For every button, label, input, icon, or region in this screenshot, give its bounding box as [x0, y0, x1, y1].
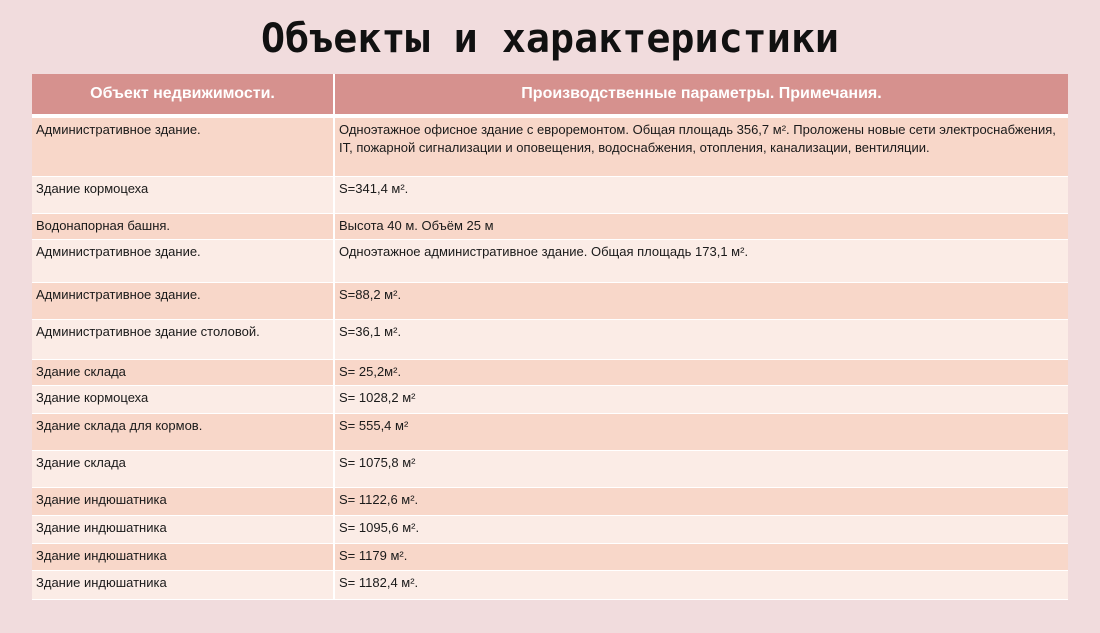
table-row — [32, 116, 1068, 176]
cell-parameters: S= 1075,8 м² — [334, 450, 1068, 487]
page-title: Объекты и характеристики — [261, 16, 839, 62]
cell-object: Здание индюшатника — [32, 515, 334, 543]
cell-object: Административное здание. — [32, 116, 334, 176]
cell-object: Здание индюшатника — [32, 487, 334, 515]
cell-object: Водонапорная башня. — [32, 213, 334, 239]
cell-object: Административное здание столовой. — [32, 319, 334, 359]
cell-parameters: S= 25,2м². — [334, 359, 1068, 385]
properties-table-container — [32, 74, 1068, 600]
table-row — [32, 282, 1068, 319]
table-row — [32, 213, 1068, 239]
table-row — [32, 176, 1068, 213]
cell-parameters: Одноэтажное офисное здание с евроремонтом. Общая площадь 356,7 м². Проложены новые сети электроснабжения, IT, пожарной сигнализации и оповещения, водоснабжения, отопления, канализации, вентиляции. — [334, 116, 1068, 176]
table-row — [32, 359, 1068, 385]
cell-parameters: Высота 40 м. Объём 25 м — [334, 213, 1068, 239]
properties-table — [32, 74, 1068, 600]
table-header-row — [32, 74, 1068, 116]
cell-object: Здание индюшатника — [32, 543, 334, 570]
cell-object: Здание кормоцеха — [32, 176, 334, 213]
cell-parameters: Одноэтажное административное здание. Общая площадь 173,1 м². — [334, 239, 1068, 282]
cell-parameters: S= 1028,2 м² — [334, 385, 1068, 413]
cell-parameters: S=341,4 м². — [334, 176, 1068, 213]
table-row — [32, 570, 1068, 599]
table-row — [32, 319, 1068, 359]
column-header-parameters: Производственные параметры. Примечания. — [334, 74, 1068, 116]
cell-object: Здание кормоцеха — [32, 385, 334, 413]
table-row — [32, 487, 1068, 515]
cell-parameters: S= 555,4 м² — [334, 413, 1068, 450]
cell-object: Административное здание. — [32, 239, 334, 282]
cell-parameters: S=88,2 м². — [334, 282, 1068, 319]
cell-object: Здание склада — [32, 450, 334, 487]
cell-object: Административное здание. — [32, 282, 334, 319]
cell-parameters: S= 1182,4 м². — [334, 570, 1068, 599]
cell-parameters: S= 1179 м². — [334, 543, 1068, 570]
cell-parameters: S=36,1 м². — [334, 319, 1068, 359]
table-row — [32, 450, 1068, 487]
table-row — [32, 515, 1068, 543]
cell-object: Здание индюшатника — [32, 570, 334, 599]
table-row — [32, 385, 1068, 413]
cell-object: Здание склада для кормов. — [32, 413, 334, 450]
column-header-object: Объект недвижимости. — [32, 74, 334, 116]
table-row — [32, 239, 1068, 282]
table-row — [32, 413, 1068, 450]
cell-object: Здание склада — [32, 359, 334, 385]
cell-parameters: S= 1095,6 м². — [334, 515, 1068, 543]
cell-parameters: S= 1122,6 м². — [334, 487, 1068, 515]
table-row — [32, 543, 1068, 570]
